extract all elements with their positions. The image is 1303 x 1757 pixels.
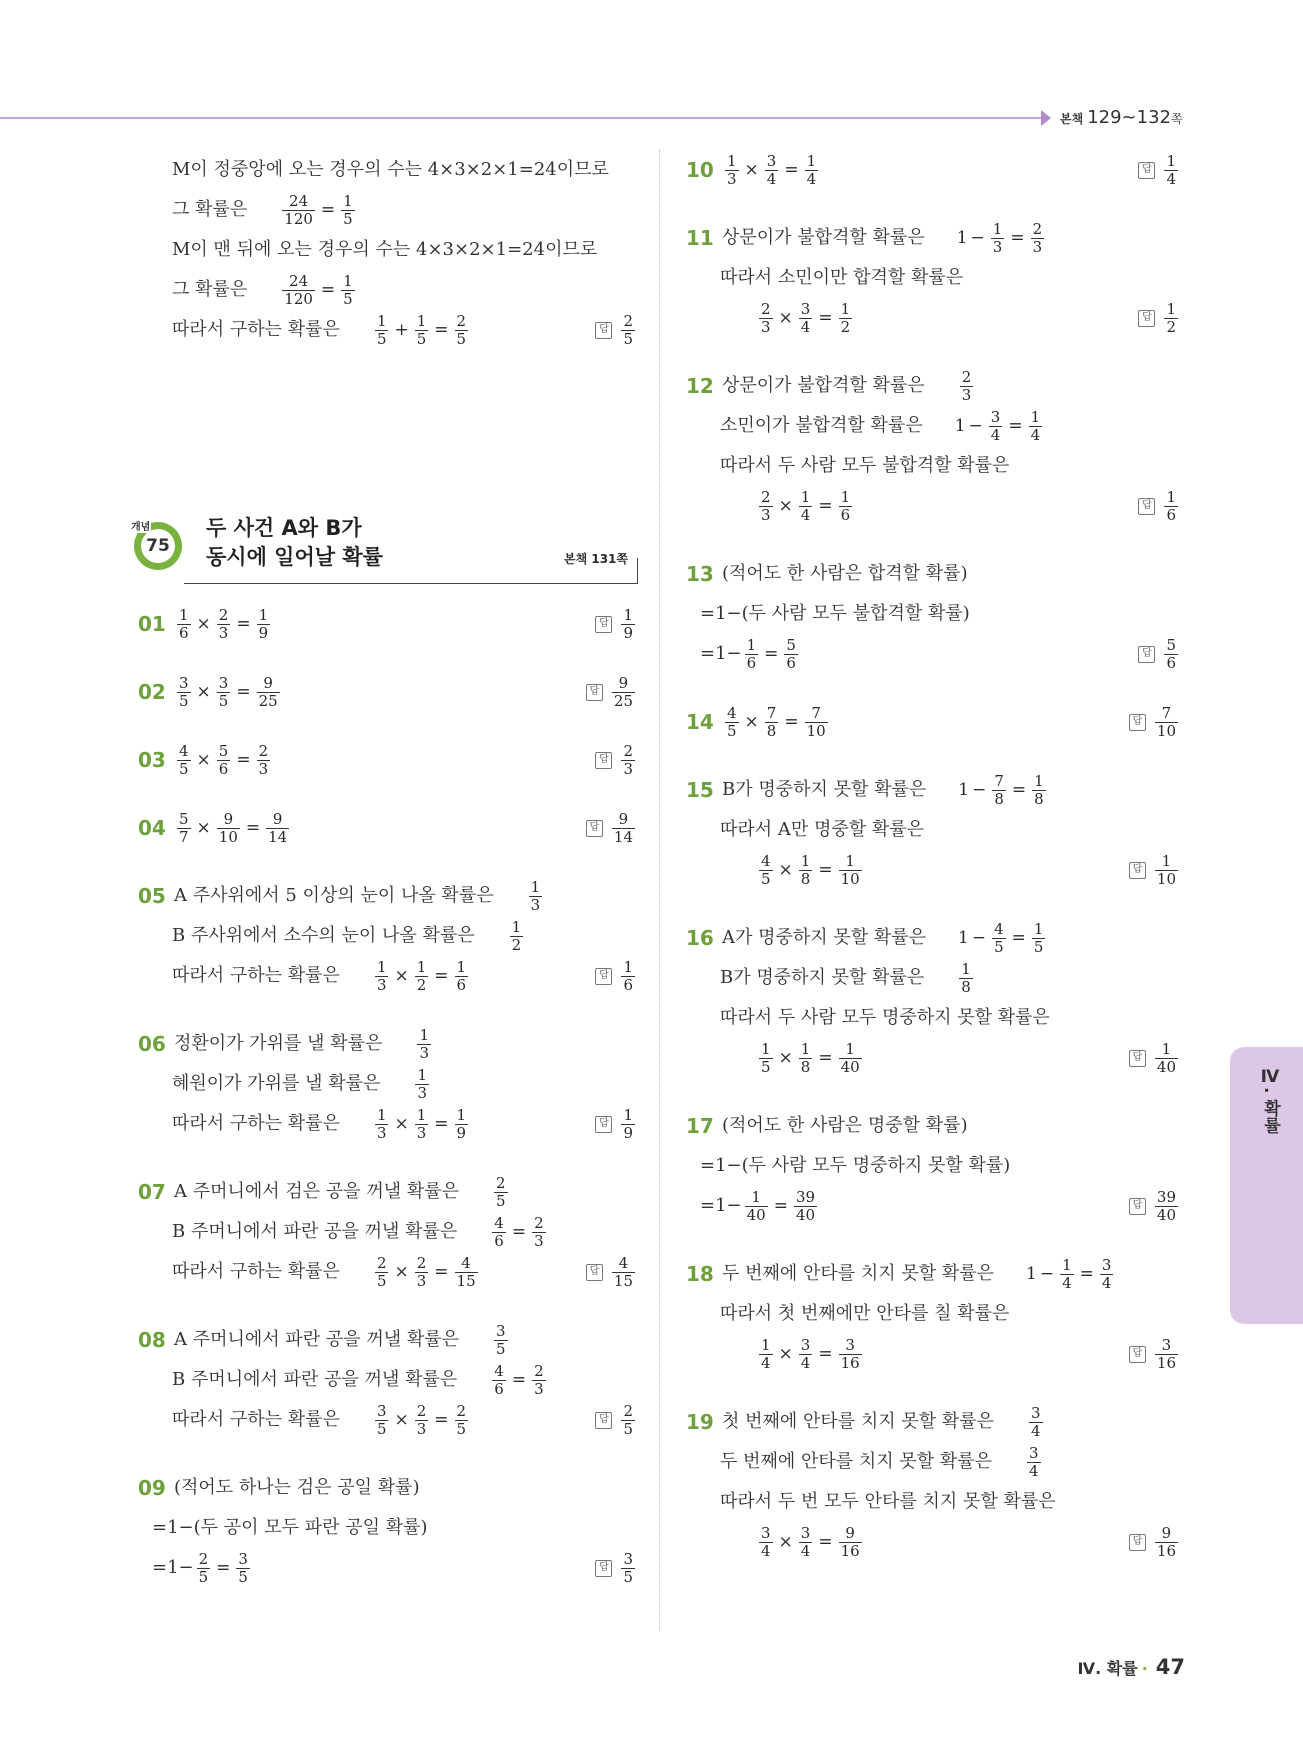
- problem-number: 03: [138, 748, 166, 772]
- solution-text: (적어도 하나는 검은 공일 확률): [174, 1477, 420, 1499]
- answer: 답 $\frac{7}{10}$: [1129, 705, 1181, 739]
- solution-text: 따라서 구하는 확률은: [172, 965, 340, 987]
- solution-text: 따라서 두 사람 모두 불합격할 확률은: [720, 455, 1010, 477]
- arrow-icon: [1041, 110, 1051, 126]
- answer: 답 $\frac{2}{5}$: [595, 1403, 638, 1437]
- answer-mark-icon: 답: [595, 1560, 612, 1577]
- answer: 답 $\frac{3}{16}$: [1129, 1337, 1181, 1371]
- problem-number: 05: [138, 884, 166, 908]
- answer: 답 $\frac{1}{6}$: [595, 959, 638, 993]
- problem-number: 15: [686, 778, 714, 802]
- solution-text: A가 명중하지 못할 확률은: [722, 927, 927, 949]
- solution-text: B가 명중하지 못할 확률은: [720, 967, 925, 989]
- problem-number: 01: [138, 612, 166, 636]
- math-expression: $\frac{24}{120}$ = $\frac{1}{5}$: [284, 272, 353, 308]
- problem-05: 05 A 주사위에서 5 이상의 눈이 나올 확률은 $\frac{1}{3}$ B 주사위에서 소수의 눈이 나올 확률은 $\frac{1}{2}$ 따라서 구하는 확률은 $\frac{1}{3}$ × $\frac{1}{2}$ = $\frac{1}{6}$ 답 $\frac{1}{6}$: [138, 876, 638, 996]
- math-expression: $\frac{4}{6}$ = $\frac{2}{3}$: [494, 1362, 544, 1398]
- answer-mark-icon: 답: [595, 322, 612, 339]
- answer-mark-icon: 답: [1138, 646, 1155, 663]
- math-expression: $\frac{1}{5}$ × $\frac{1}{8}$ = $\frac{1}{40}$: [761, 1040, 860, 1076]
- problem-19: 19 첫 번째에 안타를 치지 못할 확률은 $\frac{3}{4}$ 두 번째에 안타를 치지 못할 확률은 $\frac{3}{4}$ 따라서 두 번 모두 안타를 치지 못할 확률은 $\frac{3}{4}$ × $\frac{3}{4}$ = $\frac{9}{16}$ 답 $\frac{9}{16}$: [686, 1402, 1181, 1562]
- math-expression: $\frac{2}{5}$ = $\frac{3}{5}$: [198, 1550, 248, 1586]
- math-expression: $\frac{4}{6}$ = $\frac{2}{3}$: [494, 1214, 544, 1250]
- answer: 답 $\frac{2}{5}$: [595, 313, 638, 347]
- right-column: [686, 150, 1181, 1590]
- answer-mark-icon: 답: [1138, 498, 1155, 515]
- math-expression: $\frac{24}{120}$ = $\frac{1}{5}$: [284, 192, 353, 228]
- concept-badge: 75: [134, 522, 182, 570]
- solution-text: B 주사위에서 소수의 눈이 나올 확률은: [172, 925, 475, 947]
- problem-10: [686, 150, 1181, 190]
- problem-number: 13: [686, 562, 714, 586]
- math-expression: $\frac{2}{3}$ × $\frac{1}{4}$ = $\frac{1}{6}$: [761, 488, 851, 524]
- continued-solution: [138, 150, 638, 350]
- problem-09: [138, 1468, 638, 1588]
- problem-12: 12 상문이가 불합격할 확률은 $\frac{2}{3}$ 소민이가 불합격할 확률은 1 − $\frac{3}{4}$ = $\frac{1}{4}$ 따라서 두 사람 모두 불합격할 확률은 $\frac{2}{3}$ × $\frac{1}{4}$ = $\frac{1}{6}$ 답 $\frac{1}{6}$: [686, 366, 1181, 526]
- page-reference: 본책 129~132쪽: [1060, 107, 1183, 128]
- answer: 답 $\frac{1}{2}$: [1138, 301, 1181, 335]
- solution-text: 따라서 A만 명중할 확률은: [720, 819, 925, 841]
- answer: 답 $\frac{1}{10}$: [1129, 853, 1181, 887]
- answer-mark-icon: 답: [1129, 714, 1146, 731]
- math-expression: $\frac{5}{7}$ × $\frac{9}{10}$ = $\frac{9}{14}$: [179, 810, 288, 846]
- solution-text: B 주머니에서 파란 공을 꺼낼 확률은: [172, 1369, 458, 1391]
- answer-mark-icon: 답: [1129, 1198, 1146, 1215]
- answer: 답 $\frac{1}{40}$: [1129, 1041, 1181, 1075]
- problem-17: [686, 1106, 1181, 1226]
- answer-mark-icon: 답: [1129, 1534, 1146, 1551]
- solution-text: 따라서 구하는 확률은: [172, 1409, 340, 1431]
- answer-mark-icon: 답: [586, 820, 603, 837]
- math-expression: $\frac{4}{5}$ × $\frac{5}{6}$ = $\frac{2}{3}$: [179, 742, 269, 778]
- math-expression: 1 − $\frac{1}{3}$ = $\frac{2}{3}$: [956, 220, 1043, 256]
- problem-number: 16: [686, 926, 714, 950]
- solution-text: B 주머니에서 파란 공을 꺼낼 확률은: [172, 1221, 458, 1243]
- answer: 답 $\frac{9}{16}$: [1129, 1525, 1181, 1559]
- problem-number: 18: [686, 1262, 714, 1286]
- answer-mark-icon: 답: [595, 616, 612, 633]
- answer-mark-icon: 답: [1129, 1346, 1146, 1363]
- answer: 답 $\frac{1}{6}$: [1138, 489, 1181, 523]
- problem-number: 04: [138, 816, 166, 840]
- answer: 답 $\frac{5}{6}$: [1138, 637, 1181, 671]
- solution-text: 따라서 첫 번째에만 안타를 칠 확률은: [720, 1303, 1010, 1325]
- problem-number: 08: [138, 1328, 166, 1352]
- math-expression: 1 − $\frac{3}{4}$ = $\frac{1}{4}$: [954, 408, 1041, 444]
- problem-18: [686, 1254, 1181, 1374]
- answer-mark-icon: 답: [1129, 862, 1146, 879]
- problem-number: 07: [138, 1180, 166, 1204]
- math-expression: $\frac{3}{4}$ × $\frac{3}{4}$ = $\frac{9}{16}$: [761, 1524, 860, 1560]
- problem-number: 17: [686, 1114, 714, 1138]
- answer-mark-icon: 답: [595, 1116, 612, 1133]
- math-expression: $\frac{4}{5}$ × $\frac{7}{8}$ = $\frac{7}{10}$: [727, 704, 826, 740]
- problem-number: 10: [686, 158, 714, 182]
- problem-14: [686, 702, 1181, 742]
- problem-11: [686, 218, 1181, 338]
- math-expression: $\frac{1}{40}$ = $\frac{39}{40}$: [746, 1188, 816, 1224]
- solution-text: A 주머니에서 파란 공을 꺼낼 확률은: [174, 1329, 460, 1351]
- answer: 답 $\frac{1}{9}$: [595, 1107, 638, 1141]
- top-rule: [0, 117, 1046, 119]
- solution-text: =1−: [152, 1557, 194, 1579]
- problem-number: 06: [138, 1032, 166, 1056]
- answer-mark-icon: 답: [1129, 1050, 1146, 1067]
- math-expression: 1 − $\frac{1}{4}$ = $\frac{3}{4}$: [1026, 1256, 1112, 1292]
- problem-15: [686, 770, 1181, 890]
- answer-mark-icon: 답: [595, 1412, 612, 1429]
- math-expression: $\frac{1}{3}$ × $\frac{3}{4}$ = $\frac{1}{4}$: [727, 152, 817, 188]
- answer-mark-icon: 답: [595, 752, 612, 769]
- problem-02: [138, 672, 638, 712]
- solution-text: =1−(두 사람 모두 명중하지 못할 확률): [700, 1155, 1011, 1177]
- solution-text: 따라서 소민이만 합격할 확률은: [720, 267, 964, 289]
- problem-number: 19: [686, 1410, 714, 1434]
- problem-04: [138, 808, 638, 848]
- solution-text: 따라서 두 번 모두 안타를 치지 못할 확률은: [720, 1491, 1056, 1513]
- problem-08: 08 A 주머니에서 파란 공을 꺼낼 확률은 $\frac{3}{5}$ B 주머니에서 파란 공을 꺼낼 확률은 $\frac{4}{6}$ = $\frac{2}{3}$ 따라서 구하는 확률은 $\frac{3}{5}$ × $\frac{2}{3}$ = $\frac{2}{5}$ 답 $\frac{2}{5}$: [138, 1320, 638, 1440]
- problem-16: 16 A가 명중하지 못할 확률은 1 − $\frac{4}{5}$ = $\frac{1}{5}$ B가 명중하지 못할 확률은 $\frac{1}{8}$ 따라서 두 사람 모두 명중하지 못할 확률은 $\frac{1}{5}$ × $\frac{1}{8}$ = $\frac{1}{40}$ 답 $\frac{1}{40}$: [686, 918, 1181, 1078]
- problem-number: 12: [686, 374, 714, 398]
- solution-text: M이 맨 뒤에 오는 경우의 수는 4×3×2×1=24이므로: [172, 239, 598, 261]
- math-expression: 1 − $\frac{4}{5}$ = $\frac{1}{5}$: [958, 920, 1044, 956]
- solution-text: =1−: [700, 643, 742, 665]
- concept-header: 75 개념 두 사건 A와 B가 동시에 일어날 확률 본책 131쪽: [134, 520, 638, 580]
- math-expression: $\frac{1}{4}$ × $\frac{3}{4}$ = $\frac{3}{16}$: [761, 1336, 860, 1372]
- answer-mark-icon: 답: [595, 968, 612, 985]
- math-expression: $\frac{3}{5}$ × $\frac{2}{3}$ = $\frac{2}{5}$: [376, 1402, 467, 1438]
- solution-text: =1−(두 사람 모두 불합격할 확률): [700, 603, 970, 625]
- math-expression: $\frac{1}{5}$ + $\frac{1}{5}$ = $\frac{2}{5}$: [376, 312, 467, 348]
- solution-text: 따라서 구하는 확률은: [172, 319, 340, 341]
- page-footer: Ⅳ. 확률 · 47: [1077, 1655, 1185, 1679]
- solution-text: 정환이가 가위를 낼 확률은: [174, 1033, 383, 1055]
- concept-title: 두 사건 A와 B가 동시에 일어날 확률: [206, 516, 383, 570]
- solution-text: (적어도 한 사람은 합격할 확률): [722, 563, 968, 585]
- left-column: [131, 150, 638, 1616]
- solution-text: A 주사위에서 5 이상의 눈이 나올 확률은: [174, 885, 494, 907]
- problem-06: 06 정환이가 가위를 낼 확률은 $\frac{1}{3}$ 혜원이가 가위를 낼 확률은 $\frac{1}{3}$ 따라서 구하는 확률은 $\frac{1}{3}$ × $\frac{1}{3}$ = $\frac{1}{9}$ 답 $\frac{1}{9}$: [138, 1024, 638, 1144]
- solution-text: 첫 번째에 안타를 치지 못할 확률은: [722, 1411, 995, 1433]
- math-expression: $\frac{2}{5}$ × $\frac{2}{3}$ = $\frac{4}{15}$: [376, 1254, 476, 1290]
- answer: 답 $\frac{39}{40}$: [1129, 1189, 1181, 1223]
- answer: 답 $\frac{3}{5}$: [595, 1551, 638, 1585]
- solution-text: 따라서 구하는 확률은: [172, 1261, 340, 1283]
- problem-03: [138, 740, 638, 780]
- solution-text: B가 명중하지 못할 확률은: [722, 779, 927, 801]
- solution-text: 상문이가 불합격할 확률은: [722, 227, 925, 249]
- answer: 답 $\frac{2}{3}$: [595, 743, 638, 777]
- answer-mark-icon: 답: [1138, 162, 1155, 179]
- math-expression: $\frac{1}{6}$ × $\frac{2}{3}$ = $\frac{1}{9}$: [179, 606, 269, 642]
- problem-number: 11: [686, 226, 714, 250]
- solution-text: 그 확률은: [172, 279, 248, 301]
- answer-mark-icon: 답: [586, 1264, 603, 1281]
- problem-13: [686, 554, 1181, 674]
- answer: 답 $\frac{9}{14}$: [586, 811, 638, 845]
- solution-text: M이 정중앙에 오는 경우의 수는 4×3×2×1=24이므로: [172, 159, 609, 181]
- answer: 답 $\frac{4}{15}$: [586, 1255, 638, 1289]
- solution-text: 그 확률은: [172, 199, 248, 221]
- math-expression: $\frac{3}{5}$ × $\frac{3}{5}$ = $\frac{9}{25}$: [179, 674, 278, 710]
- answer: 답 $\frac{1}{4}$: [1138, 153, 1181, 187]
- solution-text: =1−: [700, 1195, 742, 1217]
- solution-text: 혜원이가 가위를 낼 확률은: [172, 1073, 381, 1095]
- math-expression: $\frac{1}{3}$ × $\frac{1}{3}$ = $\frac{1}{9}$: [376, 1106, 467, 1142]
- problem-number: 09: [138, 1476, 166, 1500]
- math-expression: 1 − $\frac{7}{8}$ = $\frac{1}{8}$: [958, 772, 1044, 808]
- solution-text: 소민이가 불합격할 확률은: [720, 415, 923, 437]
- problem-number: 02: [138, 680, 166, 704]
- solution-text: 따라서 두 사람 모두 명중하지 못할 확률은: [720, 1007, 1050, 1029]
- solution-text: =1−(두 공이 모두 파란 공일 확률): [152, 1517, 428, 1539]
- solution-text: 상문이가 불합격할 확률은: [722, 375, 925, 397]
- problem-01: [138, 604, 638, 644]
- solution-text: 따라서 구하는 확률은: [172, 1113, 340, 1135]
- math-expression: $\frac{4}{5}$ × $\frac{1}{8}$ = $\frac{1}{10}$: [761, 852, 860, 888]
- problem-07: 07 A 주머니에서 검은 공을 꺼낼 확률은 $\frac{2}{5}$ B 주머니에서 파란 공을 꺼낼 확률은 $\frac{4}{6}$ = $\frac{2}{3}$ 따라서 구하는 확률은 $\frac{2}{5}$ × $\frac{2}{3}$ = $\frac{4}{15}$ 답 $\frac{4}{15}$: [138, 1172, 638, 1292]
- column-divider: [659, 150, 660, 1630]
- solution-text: 두 번째에 안타를 치지 못할 확률은: [720, 1451, 993, 1473]
- solution-text: A 주머니에서 검은 공을 꺼낼 확률은: [174, 1181, 460, 1203]
- solution-text: 두 번째에 안타를 치지 못할 확률은: [722, 1263, 995, 1285]
- math-expression: $\frac{2}{3}$ × $\frac{3}{4}$ = $\frac{1}{2}$: [761, 300, 851, 336]
- problem-number: 14: [686, 710, 714, 734]
- math-expression: $\frac{1}{3}$ × $\frac{1}{2}$ = $\frac{1}{6}$: [376, 958, 467, 994]
- answer: 답 $\frac{9}{25}$: [586, 675, 638, 709]
- answer-mark-icon: 답: [1138, 310, 1155, 327]
- answer: 답 $\frac{1}{9}$: [595, 607, 638, 641]
- answer-mark-icon: 답: [586, 684, 603, 701]
- chapter-tab[interactable]: Ⅳ. 확률: [1230, 1047, 1303, 1324]
- math-expression: $\frac{1}{6}$ = $\frac{5}{6}$: [746, 636, 796, 672]
- solution-text: (적어도 한 사람은 명중할 확률): [722, 1115, 968, 1137]
